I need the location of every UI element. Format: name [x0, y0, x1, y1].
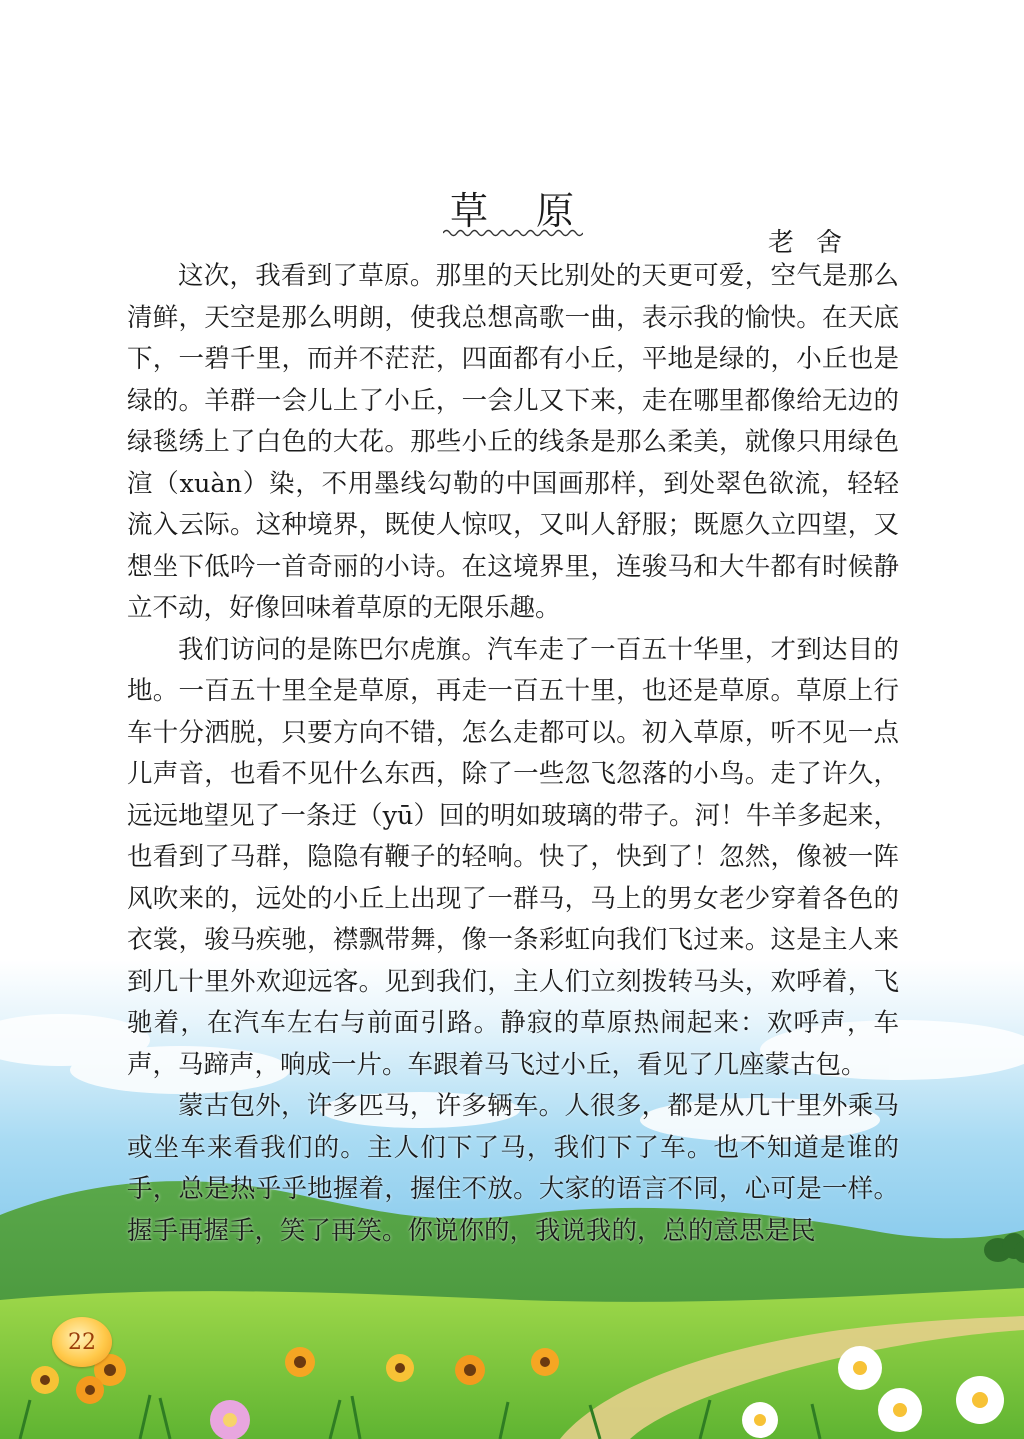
paragraph: 这次，我看到了草原。那里的天比别处的天更可爱，空气是那么清鲜，天空是那么明朗，使我总想高歌一曲，表示我的愉快。在天底下，一碧千里，而并不茫茫，四面都有小丘，平地是绿的，小丘也是绿的。羊群一会儿上了小丘，一会儿又下来，走在哪里都像给无边的绿毯绣上了白色的大花。那些小丘的线条是那么柔美，就像只用绿色渲（xuàn）染，不用墨线勾勒的中国画那样，到处翠色欲流，轻轻流入云际。这种境界，既使人惊叹，又叫人舒服；既愿久立四望，又想坐下低吟一首奇丽的小诗。在这境界里，连骏马和大牛都有时候静立不动，好像回味着草原的无限乐趣。 [127, 261, 899, 623]
page-number-badge [52, 1317, 112, 1367]
paragraph: 蒙古包外，许多匹马，许多辆车。人很多，都是从几十里外乘马或坐车来看我们的。主人们下了马，我们下了车。也不知道是谁的手，总是热乎乎地握着，握住不放。大家的语言不同，心可是一样。握手再握手，笑了再笑。你说你的，我说我的，总的意思是民 [127, 1091, 899, 1246]
lesson-title: 草原 [449, 189, 622, 233]
title-wavy-underline [443, 226, 583, 240]
page-number: 22 [68, 1329, 96, 1355]
author-name: 老舍 [768, 228, 865, 258]
paragraph: 我们访问的是陈巴尔虎旗。汽车走了一百五十华里，才到达目的地。一百五十里全是草原，再走一百五十里，也还是草原。草原上行车十分洒脱，只要方向不错，怎么走都可以。初入草原，听不见一点儿声音，也看不见什么东西，除了一些忽飞忽落的小鸟。走了许久，远远地望见了一条迂（yū）回的明如玻璃的带子。河！牛羊多起来，也看到了马群，隐隐有鞭子的轻响。快了，快到了！忽然，像被一阵风吹来的，远处的小丘上出现了一群马，马上的男女老少穿着各色的衣裳，骏马疾驰，襟飘带舞，像一条彩虹向我们飞过来。这是主人来到几十里外欢迎远客。见到我们，主人们立刻拨转马头，欢呼着，飞驰着，在汽车左右与前面引路。静寂的草原热闹起来：欢呼声，车声，马蹄声，响成一片。车跟着马飞过小丘，看见了几座蒙古包。 [127, 634, 899, 1080]
lesson-body [127, 256, 899, 1252]
